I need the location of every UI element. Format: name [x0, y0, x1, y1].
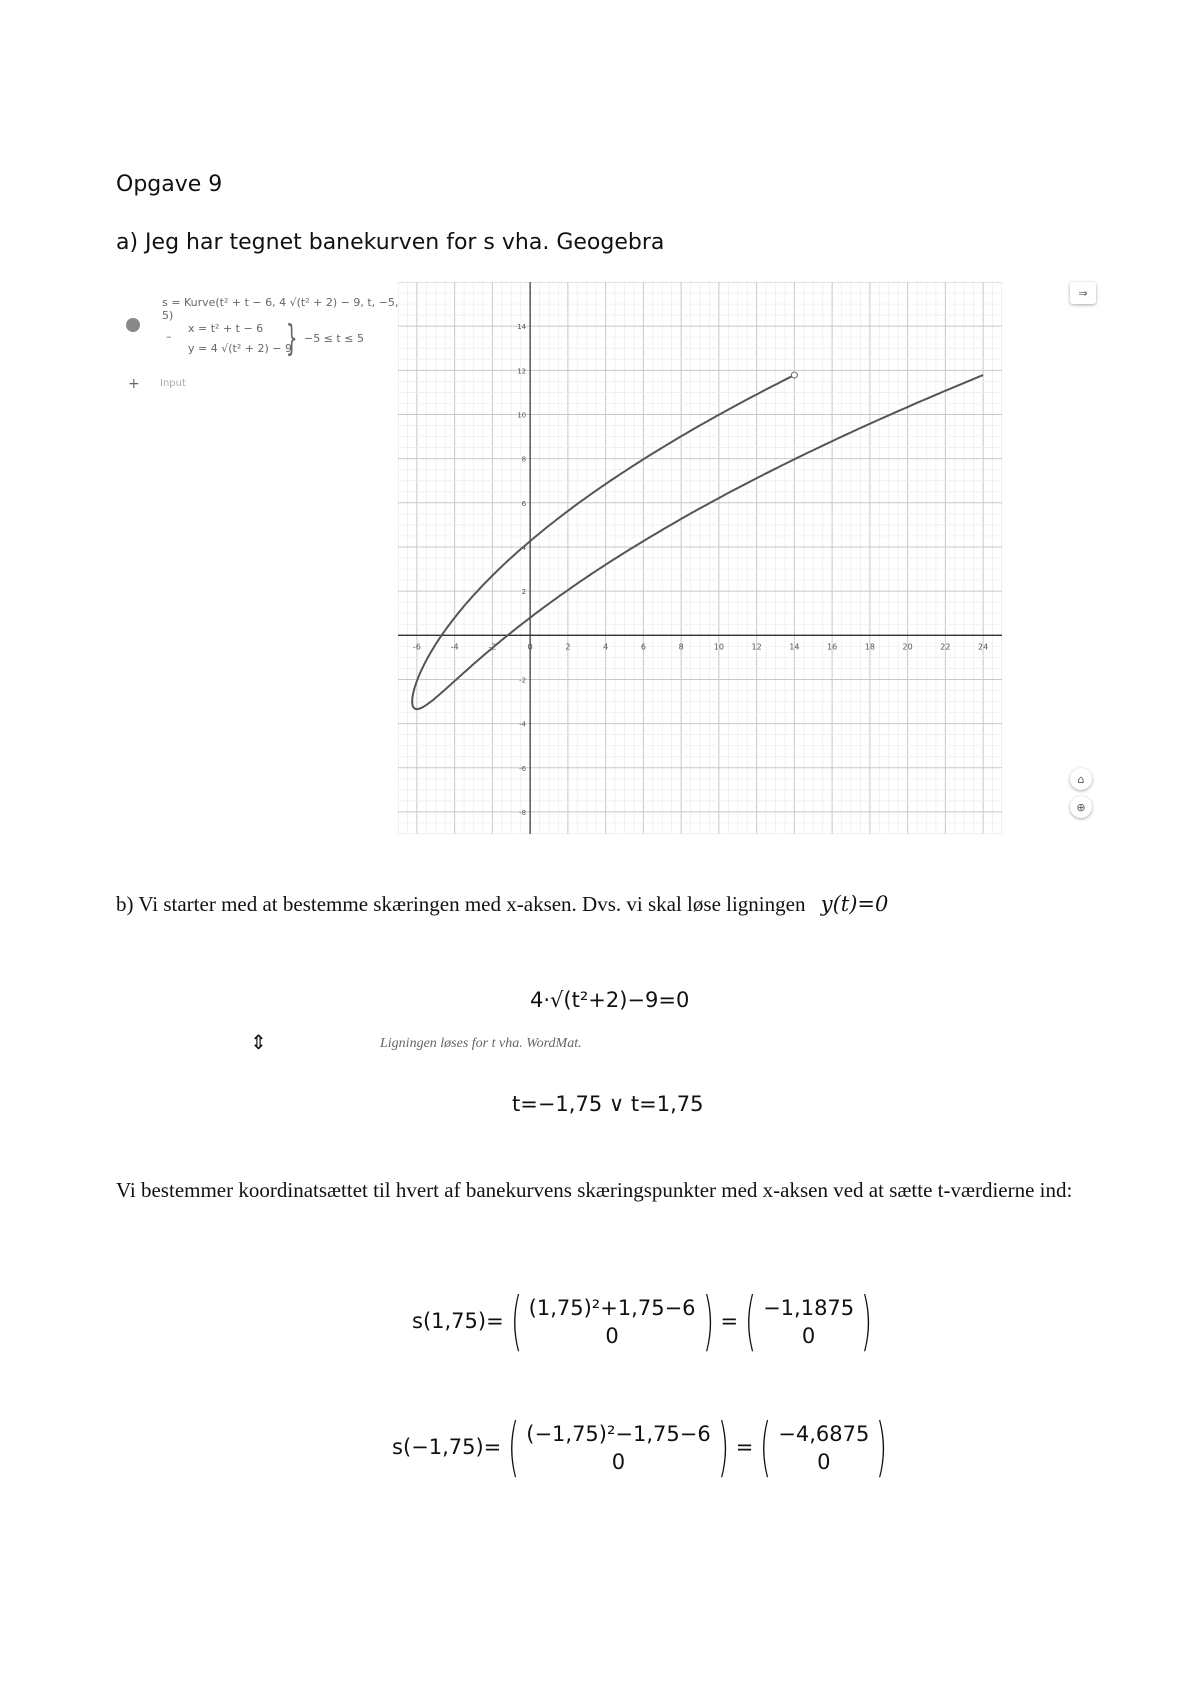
- x-tick-label: 12: [751, 642, 762, 652]
- calc-1: s(1,75)= ( (1,75)²+1,75−6 0 ) = ( −1,1875 0 ): [412, 1285, 873, 1359]
- equation-1: 4·√(t²+2)−9=0: [530, 988, 690, 1012]
- y-tick-label: 4: [521, 543, 527, 552]
- y-tick-label: -8: [519, 808, 527, 817]
- calc-2-result-bottom: 0: [817, 1450, 831, 1474]
- x-tick-label: 22: [940, 642, 951, 652]
- algebra-view: [118, 282, 408, 834]
- calc-2-bottom: 0: [611, 1450, 626, 1474]
- y-tick-label: 2: [521, 588, 527, 597]
- dash-mark: –: [166, 330, 172, 343]
- y-expression: y = 4 √(t² + 2) − 9: [188, 342, 292, 355]
- add-icon[interactable]: +: [128, 376, 140, 392]
- x-tick-label: 2: [565, 642, 571, 652]
- style-bar-icon[interactable]: ⇒: [1070, 282, 1096, 304]
- graphics-view[interactable]: [398, 282, 1002, 834]
- x-tick-label: -4: [450, 642, 459, 652]
- calc-1-result-bottom: 0: [801, 1324, 816, 1348]
- calc-2-top: (−1,75)²−1,75−6: [526, 1421, 711, 1446]
- home-icon[interactable]: ⌂: [1070, 768, 1092, 790]
- part-b-intro-equation: y(t)=0: [820, 892, 889, 916]
- parameter-range: −5 ≤ t ≤ 5: [304, 332, 364, 345]
- y-tick-label: 8: [521, 455, 527, 464]
- geogebra-screenshot: [118, 282, 1100, 834]
- x-tick-label: 18: [864, 642, 875, 652]
- x-tick-label: 16: [827, 642, 838, 652]
- brace: }: [286, 318, 298, 359]
- part-b-intro-text: b) Vi starter med at bestemme skæringen med x-aksen. Dvs. vi skal løse ligningen: [116, 892, 806, 916]
- curve-definition: s = Kurve(t² + t − 6, 4 √(t² + 2) − 9, t, −5, 5): [162, 296, 399, 322]
- equivalence-arrow: ⇕: [250, 1030, 267, 1054]
- y-tick-label: 12: [517, 367, 527, 376]
- x-tick-label: -6: [412, 642, 421, 652]
- page-heading: Opgave 9: [116, 172, 223, 197]
- calc-1-result-top: −1,1875: [763, 1295, 855, 1320]
- paragraph: Vi bestemmer koordinatsættet til hvert af banekurvens skæringspunkter med x-aksen ved at sætte t-værdierne ind:: [116, 1178, 1073, 1202]
- y-tick-label: 10: [517, 411, 527, 420]
- visibility-dot-icon[interactable]: [126, 318, 140, 332]
- x-tick-label: 6: [640, 642, 646, 652]
- calc-1-top: (1,75)²+1,75−6: [528, 1295, 696, 1320]
- part-a-text: a) Jeg har tegnet banekurven for s vha. Geogebra: [116, 230, 665, 255]
- x-tick-label: 8: [678, 642, 684, 652]
- x-tick-label: 0: [527, 642, 533, 652]
- calc-2: s(−1,75)= ( (−1,75)²−1,75−6 0 ) = ( −4,6875 0 ): [392, 1411, 888, 1485]
- y-tick-label: -6: [519, 764, 527, 773]
- calc-2-lhs: s(−1,75)=: [392, 1435, 502, 1459]
- y-tick-label: -4: [519, 720, 527, 729]
- x-expression: x = t² + t − 6: [188, 322, 264, 335]
- calc-1-lhs: s(1,75)=: [412, 1309, 504, 1333]
- y-tick-label: 14: [517, 323, 527, 332]
- part-b-intro: [116, 892, 888, 917]
- x-tick-label: -2: [488, 642, 497, 652]
- x-tick-label: 24: [978, 642, 989, 652]
- y-tick-label: -2: [519, 676, 527, 685]
- calc-1-bottom: 0: [605, 1324, 619, 1348]
- x-tick-label: 20: [902, 642, 913, 652]
- x-tick-label: 14: [789, 642, 800, 652]
- y-tick-label: 6: [521, 499, 527, 508]
- solution: t=−1,75 ∨ t=1,75: [512, 1092, 704, 1116]
- calc-1-eq: =: [720, 1309, 739, 1333]
- calc-2-eq: =: [735, 1435, 754, 1459]
- wordmat-note: Ligningen løses for t vha. WordMat.: [380, 1036, 582, 1051]
- x-tick-label: 4: [603, 642, 609, 652]
- input-field[interactable]: Input: [160, 378, 186, 389]
- zoom-icon[interactable]: ⊕: [1070, 796, 1092, 818]
- curve-endpoint: [791, 372, 797, 378]
- x-tick-label: 10: [713, 642, 724, 652]
- calc-2-result-top: −4,6875: [778, 1421, 870, 1446]
